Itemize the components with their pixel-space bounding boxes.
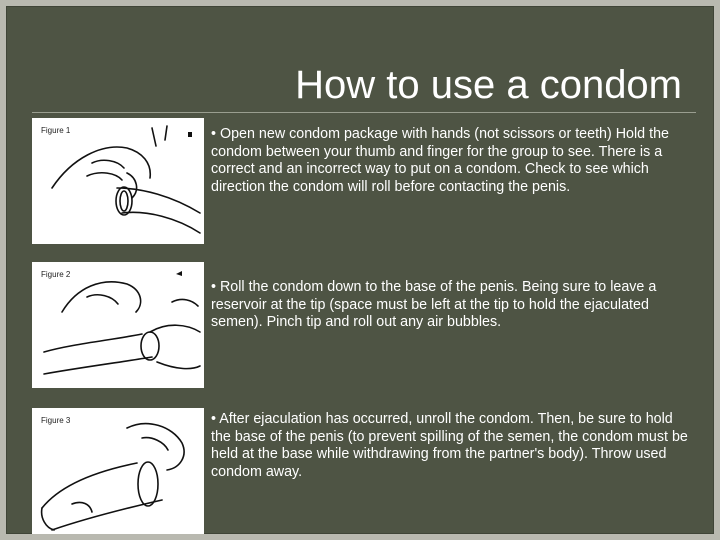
figure-2-illustration bbox=[32, 262, 204, 388]
figure-2-drawing bbox=[32, 262, 204, 388]
figure-3-illustration bbox=[32, 408, 204, 534]
figure-3-label: Figure 3 bbox=[41, 416, 71, 425]
slide-title: How to use a condom bbox=[295, 63, 682, 107]
figure-1-label: Figure 1 bbox=[41, 126, 71, 135]
figure-2-label: Figure 2 bbox=[41, 270, 71, 279]
figure-1-drawing bbox=[32, 118, 204, 244]
figure-3-drawing bbox=[32, 408, 204, 534]
title-divider bbox=[32, 112, 696, 113]
step-1-text: • Open new condom package with hands (not scissors or teeth) Hold the condom between your thumb and finger for the group to see. There is a correct and an incorrect way to put on a condom. Check to see which direction the condom will roll before contacting the penis. bbox=[211, 126, 669, 195]
figure-1-illustration bbox=[32, 118, 204, 244]
step-3-text: • After ejaculation has occurred, unroll the condom. Then, be sure to hold the base of the penis (to prevent spilling of the semen, the condom must be held at the base while withdrawing from the partner's body). Throw used condom away. bbox=[211, 411, 688, 480]
step-2-text: • Roll the condom down to the base of the penis. Being sure to leave a reservoir at the tip (space must be left at the tip to hold the ejaculated semen). Pinch tip and roll out any air bubbles. bbox=[211, 279, 657, 331]
slide bbox=[6, 6, 714, 534]
